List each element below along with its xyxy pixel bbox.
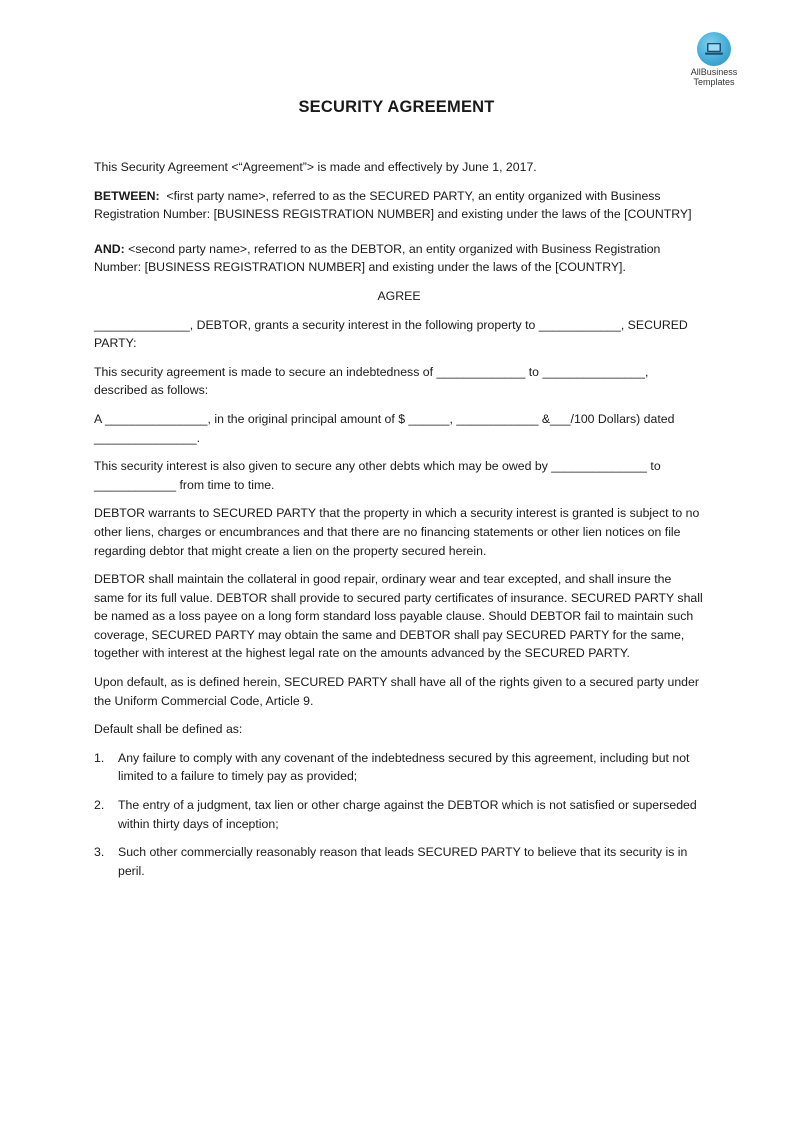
- principal-paragraph: A _______________, in the original principal amount of $ ______, ____________ &___/100 Dollars) dated _______________.: [94, 411, 675, 445]
- other-debts-paragraph: This security interest is also given to secure any other debts which may be owed by ______________ to ____________ from time to time.: [94, 459, 661, 492]
- list-number: 2.: [94, 798, 105, 813]
- and-text: <second party name>, referred to as the DEBTOR, an entity organized with Business Registration Number: [BUSINESS REGISTRATION NUMBER] and existing under the laws of the [COUNTRY].: [94, 241, 664, 275]
- intro-paragraph: This Security Agreement <“Agreement”> is made and effectively by June 1, 2017.: [94, 160, 537, 174]
- laptop-icon: [697, 32, 731, 66]
- list-text: Any failure to comply with any covenant of the indebtedness secured by this agreement, including but not limited to a failure to timely pay as provided;: [118, 750, 690, 784]
- maintain-paragraph: DEBTOR shall maintain the collateral in good repair, ordinary wear and tear excepted, and shall insure the same for its full value. DEBTOR shall provide to secured party certificates of insurance. SECURED PARTY shall be named as a loss payee on a long form standard loss payable clause. Should DEBTOR fail to maintain such coverage, SECURED PARTY may obtain the same and DEBTOR shall pay SECURED PARTY for the same, together with interest at the highest legal rate on the amounts advanced by the SECURED PARTY.: [94, 572, 703, 661]
- list-item: [94, 749, 704, 786]
- logo-text-line2: Templates: [693, 76, 735, 87]
- list-item: [94, 796, 704, 833]
- agree-heading: AGREE: [377, 288, 421, 303]
- between-text: <first party name>, referred to as the SECURED PARTY, an entity organized with Business Registration Number: [BUSINESS REGISTRATION NUMBER] and existing under the laws of the [COUNTRY]: [94, 188, 692, 222]
- document-title: SECURITY AGREEMENT: [298, 98, 495, 116]
- warrants-paragraph: DEBTOR warrants to SECURED PARTY that the property in which a security interest is granted is subject to no other liens, charges or encumbrances and that there are no financing statements or other lien notices on file regarding debtor that might create a lien on the property secured herein.: [94, 506, 700, 558]
- secure-paragraph: This security agreement is made to secure an indebtedness of _____________ to _______________, described as follows:: [94, 364, 649, 398]
- logo-text-line1: AllBusiness: [690, 67, 738, 77]
- between-paragraph: [94, 187, 704, 224]
- list-number: 3.: [94, 845, 105, 860]
- document-body: [94, 158, 704, 880]
- grant-paragraph: ______________, DEBTOR, grants a security interest in the following property to ____________, SECURED PARTY:: [94, 317, 688, 351]
- default-rights-paragraph: Upon default, as is defined herein, SECURED PARTY shall have all of the rights given to a secured party under the Uniform Commercial Code, Article 9.: [94, 675, 699, 708]
- list-text: Such other commercially reasonably reason that leads SECURED PARTY to believe that its security is in peril.: [118, 845, 688, 878]
- and-paragraph: [94, 240, 704, 277]
- list-item: [94, 843, 704, 880]
- list-number: 1.: [94, 750, 105, 765]
- between-label: BETWEEN:: [94, 188, 160, 203]
- list-text: The entry of a judgment, tax lien or other charge against the DEBTOR which is not satisfied or superseded within thirty days of inception;: [118, 798, 697, 831]
- logo: [680, 32, 748, 87]
- default-defined-paragraph: Default shall be defined as:: [94, 722, 243, 737]
- and-label: AND:: [94, 241, 125, 256]
